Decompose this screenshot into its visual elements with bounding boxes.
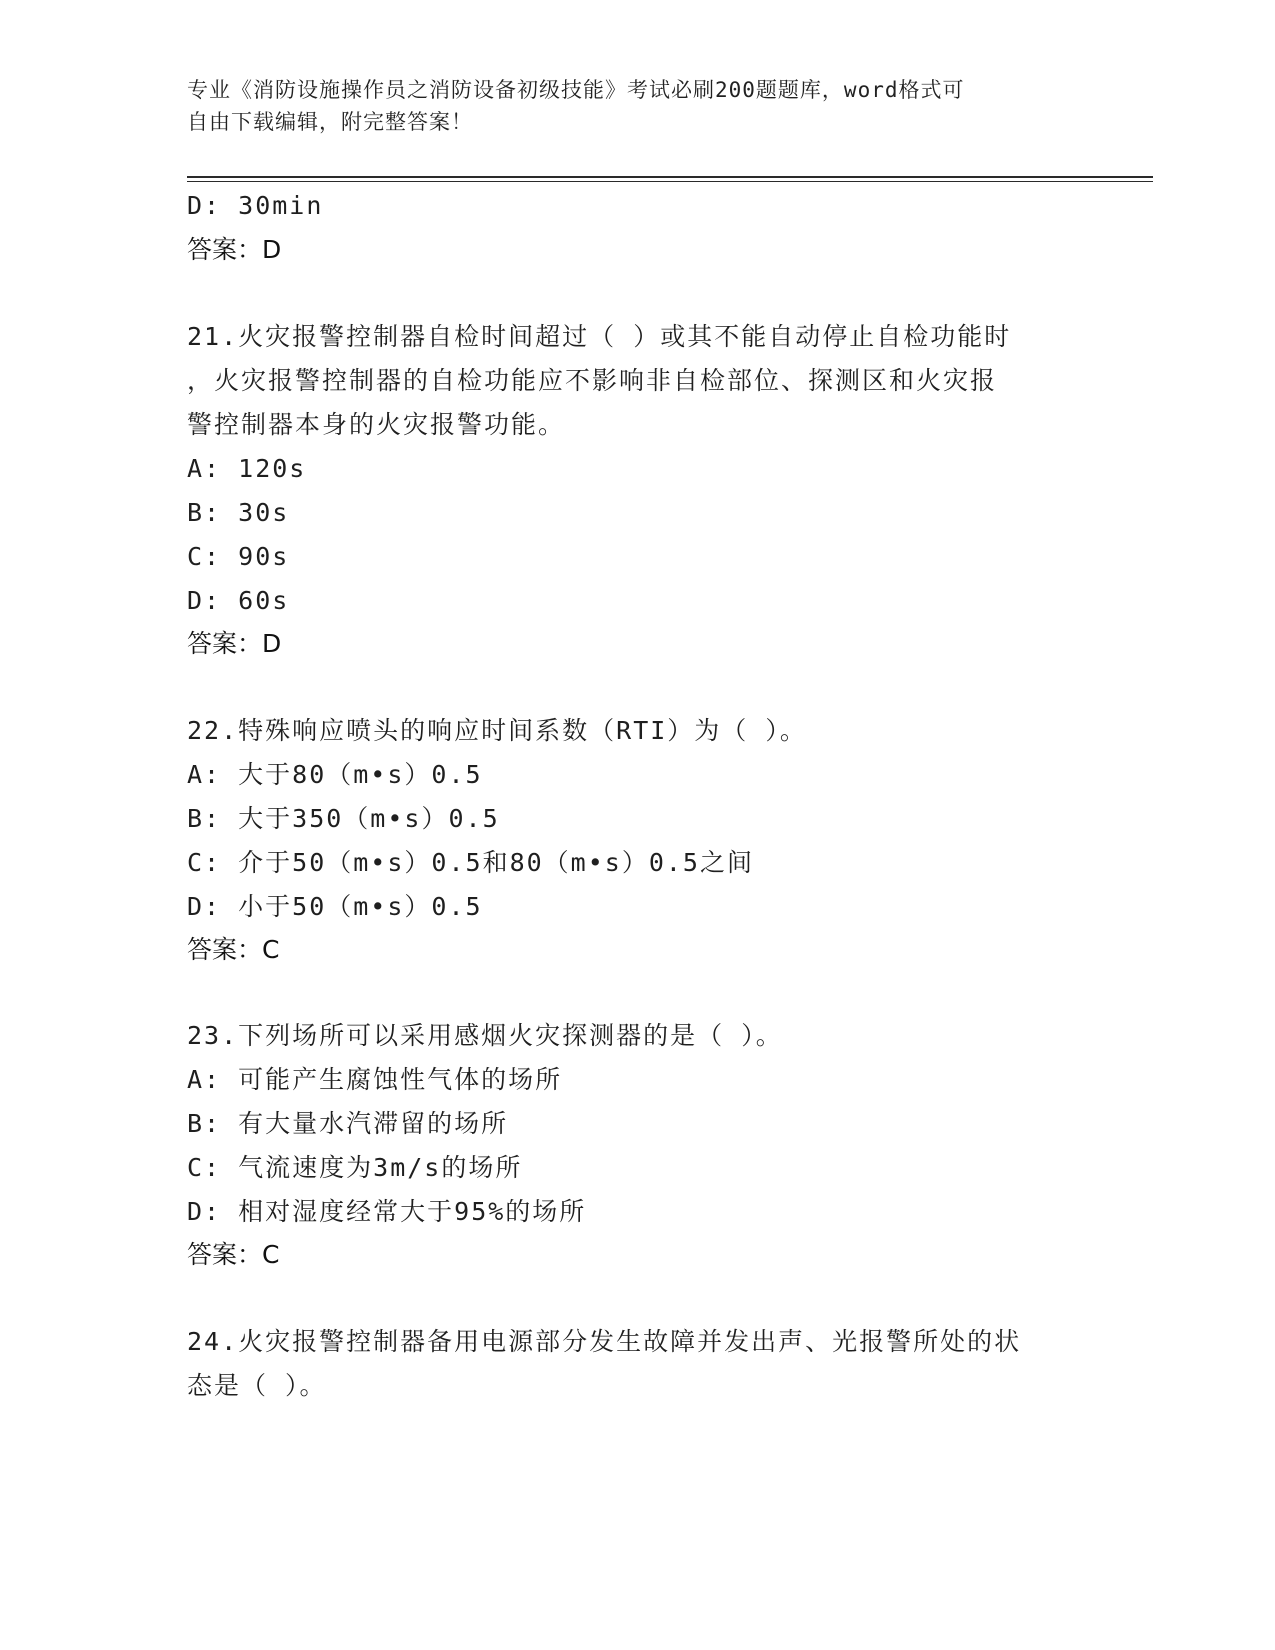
q22-answer: 答案：C xyxy=(187,935,280,964)
q22-stem-line-1: 22.特殊响应喷头的响应时间系数（RTI）为（ ）。 xyxy=(187,716,807,745)
q21-option-b: B: 30s xyxy=(187,498,290,527)
header-line-2: 自由下载编辑，附完整答案！ xyxy=(187,110,473,134)
q23-option-a: A: 可能产生腐蚀性气体的场所 xyxy=(187,1065,563,1094)
q24-stem-line-1: 24.火灾报警控制器备用电源部分发生故障并发出声、光报警所处的状 xyxy=(187,1327,1022,1356)
header-line-1: 专业《消防设施操作员之消防设备初级技能》考试必刷200题题库，word格式可 xyxy=(187,78,965,102)
q23-option-c: C: 气流速度为3m/s的场所 xyxy=(187,1153,523,1182)
q21-answer: 答案：D xyxy=(187,629,282,658)
header-rule-thick xyxy=(187,176,1153,178)
header-rule-thin xyxy=(187,181,1153,182)
q23-stem-line-1: 23.下列场所可以采用感烟火灾探测器的是（ ）。 xyxy=(187,1021,783,1050)
prev-option-d: D: 30min xyxy=(187,191,324,220)
q24-stem-line-2: 态是（ ）。 xyxy=(187,1371,327,1400)
q21-stem-line-1: 21.火灾报警控制器自检时间超过（ ）或其不能自动停止自检功能时 xyxy=(187,322,1012,351)
document-header xyxy=(187,74,1067,138)
q21-option-c: C: 90s xyxy=(187,542,290,571)
q23-option-d: D: 相对湿度经常大于95%的场所 xyxy=(187,1197,587,1226)
q22-option-c: C: 介于50（m•s）0.5和80（m•s）0.5之间 xyxy=(187,848,754,877)
q23-answer: 答案：C xyxy=(187,1240,280,1269)
prev-answer: 答案：D xyxy=(187,235,282,264)
q21-option-d: D: 60s xyxy=(187,586,290,615)
q21-stem-line-3: 警控制器本身的火灾报警功能。 xyxy=(187,410,566,439)
q22-option-d: D: 小于50（m•s）0.5 xyxy=(187,892,483,921)
q22-option-a: A: 大于80（m•s）0.5 xyxy=(187,760,483,789)
q21-stem-line-2: ，火灾报警控制器的自检功能应不影响非自检部位、探测区和火灾报 xyxy=(187,366,998,395)
q23-option-b: B: 有大量水汽滞留的场所 xyxy=(187,1109,509,1138)
q22-option-b: B: 大于350（m•s）0.5 xyxy=(187,804,500,833)
q21-option-a: A: 120s xyxy=(187,454,307,483)
